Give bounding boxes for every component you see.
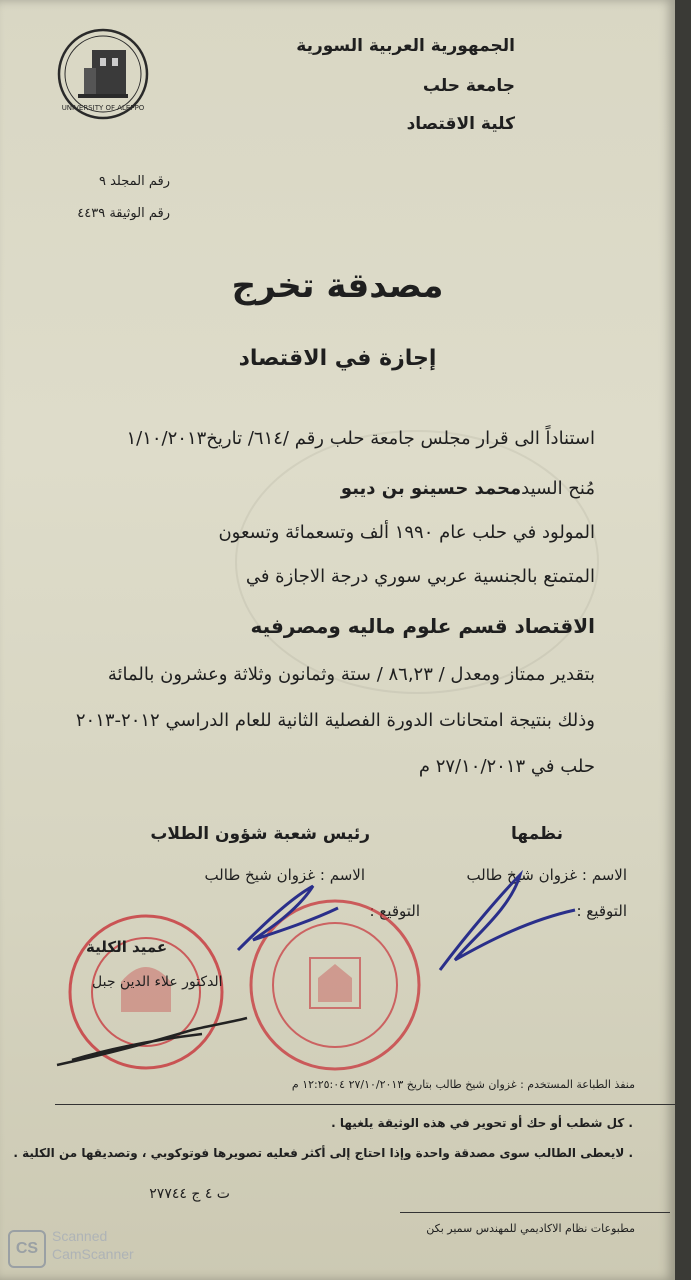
- grade-line: بتقدير ممتاز ومعدل / ٨٦,٢٣ / ستة وثمانون وثلاثة وعشرون بالمائة: [107, 664, 595, 685]
- notes-divider: [55, 1104, 675, 1105]
- note-cancellation: . كل شطب أو حك أو تحوير في هذه الوثيقة يلغيها .: [331, 1116, 633, 1130]
- issue-date: حلب في ٢٧/١٠/٢٠١٣ م: [418, 756, 595, 777]
- footer-print-credit: مطبوعات نظام الاكاديمي للمهندس سمير بكن: [426, 1222, 635, 1235]
- head-title: رئيس شعبة شؤون الطلاب: [150, 824, 370, 844]
- note-single-copy: . لايعطى الطالب سوى مصدقة واحدة وإذا احتاج إلى أكثر فعليه تصويرها فوتوكوبي ، وتصديقها من الكلية .: [13, 1146, 633, 1160]
- faint-background-seal: [235, 430, 599, 694]
- nationality-line: المتمتع بالجنسية عربي سوري درجة الاجازة في: [245, 566, 595, 587]
- svg-text:UNIVERSITY OF ALEPPO: UNIVERSITY OF ALEPPO: [61, 104, 145, 112]
- header-faculty: كلية الاقتصاد: [406, 114, 515, 134]
- major-line: الاقتصاد قسم علوم ماليه ومصرفيه: [250, 614, 595, 638]
- footer-rule: [400, 1212, 670, 1213]
- decision-line: استناداً الى قرار مجلس جامعة حلب رقم /٦١٤/ تاريخ١/١٠/٢٠١٣: [126, 428, 595, 449]
- watermark-line2: CamScanner: [52, 1246, 134, 1262]
- header-republic: الجمهورية العربية السورية: [296, 36, 515, 56]
- head-signature-icon: [228, 880, 348, 960]
- camscanner-logo-icon: CS: [8, 1230, 46, 1268]
- exam-line: وذلك بنتيجة امتحانات الدورة الفصلية الثانية للعام الدراسي ٢٠١٢-٢٠١٣: [75, 710, 595, 731]
- header-university: جامعة حلب: [422, 76, 515, 96]
- graduate-name: محمد حسينو بن ديبو: [340, 478, 522, 499]
- document-number: رقم الوثيقة ٤٤٣٩: [77, 206, 170, 221]
- organizer-title: نظمها: [511, 824, 563, 844]
- head-name: الاسم : غزوان شيخ طالب: [204, 866, 365, 884]
- print-info: منفذ الطباعة المستخدم : غزوان شيخ طالب بتاريخ ٢٧/١٠/٢٠١٣ ١٢:٢٥:٠٤ م: [291, 1078, 635, 1091]
- birth-line: المولود في حلب عام ١٩٩٠ ألف وتسعمائة وتسعون: [218, 522, 595, 543]
- serial-number: ت ٤ ج ٢٧٧٤٤: [149, 1186, 230, 1202]
- granted-prefix: مُنح السيد: [521, 478, 595, 499]
- dean-title: عميد الكلية: [86, 938, 168, 956]
- document-title: مصدقة تخرج: [231, 266, 444, 306]
- organizer-signature-label: التوقيع :: [576, 902, 627, 920]
- volume-number: رقم المجلد ٩: [98, 174, 170, 189]
- university-emblem-icon: [48, 28, 158, 120]
- watermark-line1: Scanned: [52, 1228, 108, 1244]
- dean-name: الدكتور علاء الدين جبل: [92, 974, 223, 990]
- head-signature-label: التوقيع :: [369, 902, 420, 920]
- organizer-signature-icon: [410, 870, 590, 980]
- scanner-watermark: [8, 1224, 173, 1274]
- granted-line: [341, 478, 595, 499]
- degree-subtitle: إجازة في الاقتصاد: [238, 346, 437, 371]
- organizer-name: الاسم : غزوان شيخ طالب: [466, 866, 627, 884]
- dean-signature-icon: [52, 1010, 252, 1070]
